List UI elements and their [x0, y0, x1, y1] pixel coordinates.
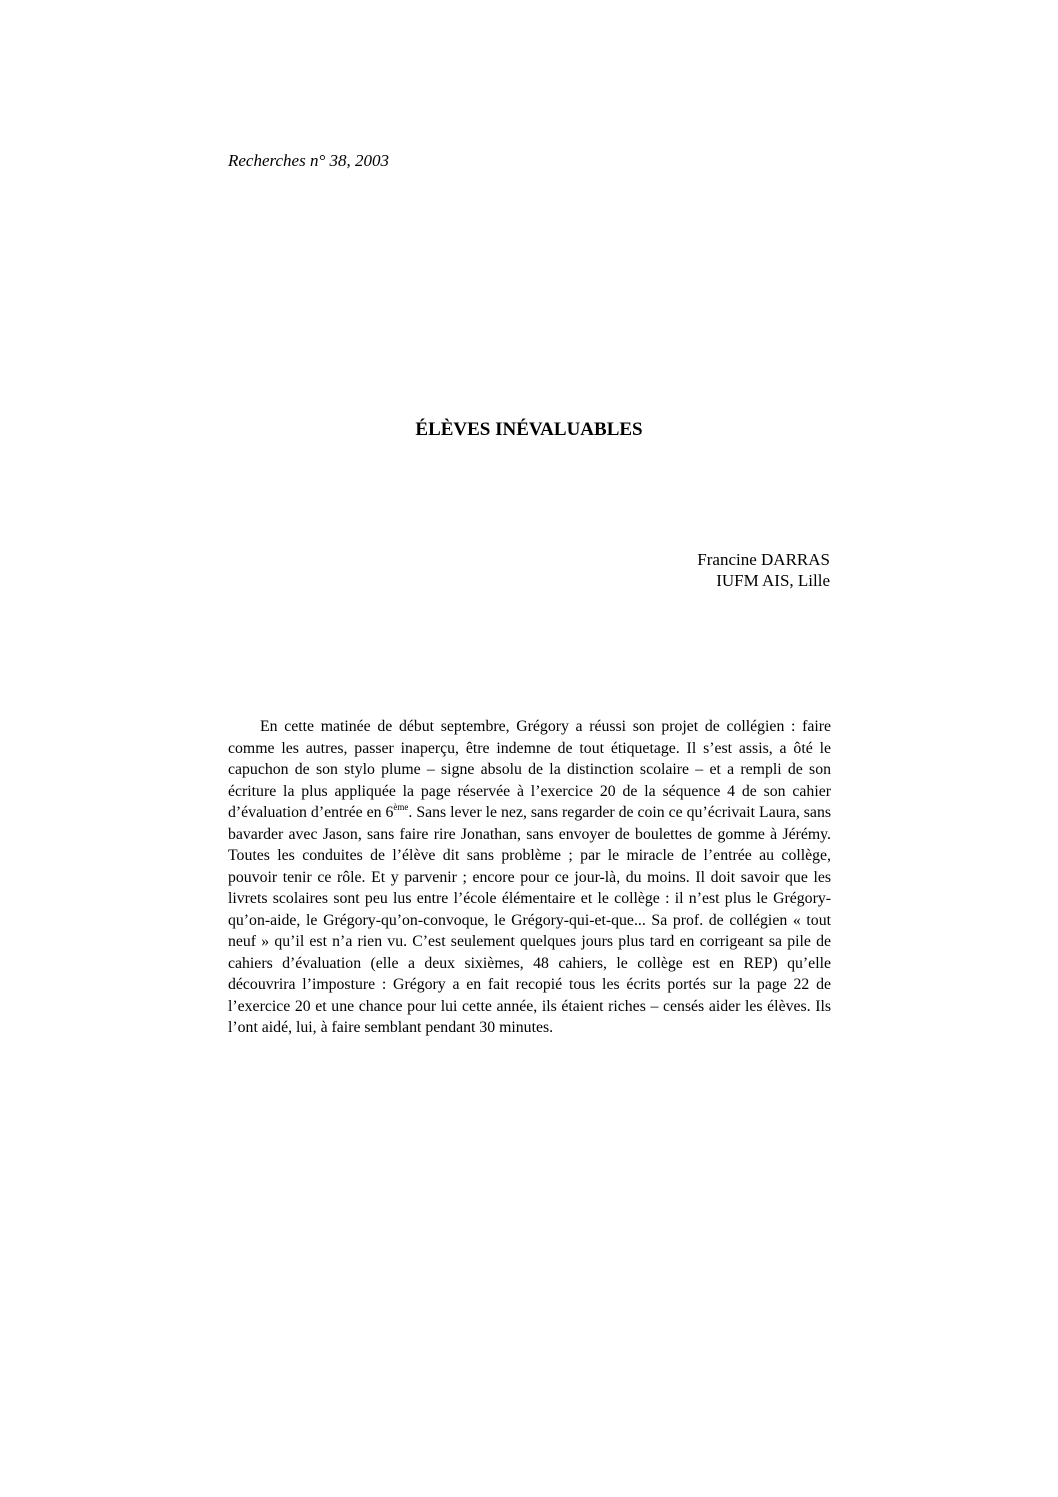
paragraph-text-part-1: En cette matinée de début septembre, Grégory a réussi son projet de collégien : faire comme les autres, passer inaperçu, être indemne de tout étiquetage. Il s’est assis, a ôté le capuchon de son stylo plume – signe absolu de la distinction scolaire – et a rempli de son écriture la plus appliquée la page réservée à l’exercice 20 de la séquence 4 de son cahier d’évaluation d’entrée en 6 [228, 718, 831, 821]
paragraph-text-part-2: . Sans lever le nez, sans regarder de coin ce qu’écrivait Laura, sans bavarder avec Jason, sans faire rire Jonathan, sans envoyer de boulettes de gomme à Jérémy. Toutes les conduites de l’élève dit sans problème ; par le miracle de l’entrée au collège, pouvoir tenir ce rôle. Et y parvenir ; encore pour ce jour-là, du moins. Il doit savoir que les livrets scolaires sont peu lus entre l’école élémentaire et le collège : il n’est plus le Grégory-qu’on-aide, le Grégory-qu’on-convoque, le Grégory-qui-et-que... Sa prof. de collégien « tout neuf » qu’il est n’a rien vu. C’est seulement quelques jours plus tard en corrigeant sa pile de cahiers d’évaluation (elle a deux sixièmes, 48 cahiers, le collège est en REP) qu’elle découvrira l’imposture : Grégory a en fait recopié tous les écrits portés sur la page 22 de l’exercice 20 et une chance pour lui cette année, ils étaient riches – censés aider les élèves. Ils l’ont aidé, lui, à faire semblant pendant 30 minutes. [228, 804, 831, 1036]
article-title: ÉLÈVES INÉVALUABLES [415, 419, 643, 440]
author-block [528, 549, 830, 591]
journal-reference: Recherches n° 38, 2003 [228, 151, 390, 170]
body-paragraph [228, 716, 831, 1039]
ordinal-superscript: ème [393, 802, 409, 812]
author-name: Francine DARRAS [697, 550, 830, 569]
author-affiliation: IUFM AIS, Lille [716, 571, 830, 590]
